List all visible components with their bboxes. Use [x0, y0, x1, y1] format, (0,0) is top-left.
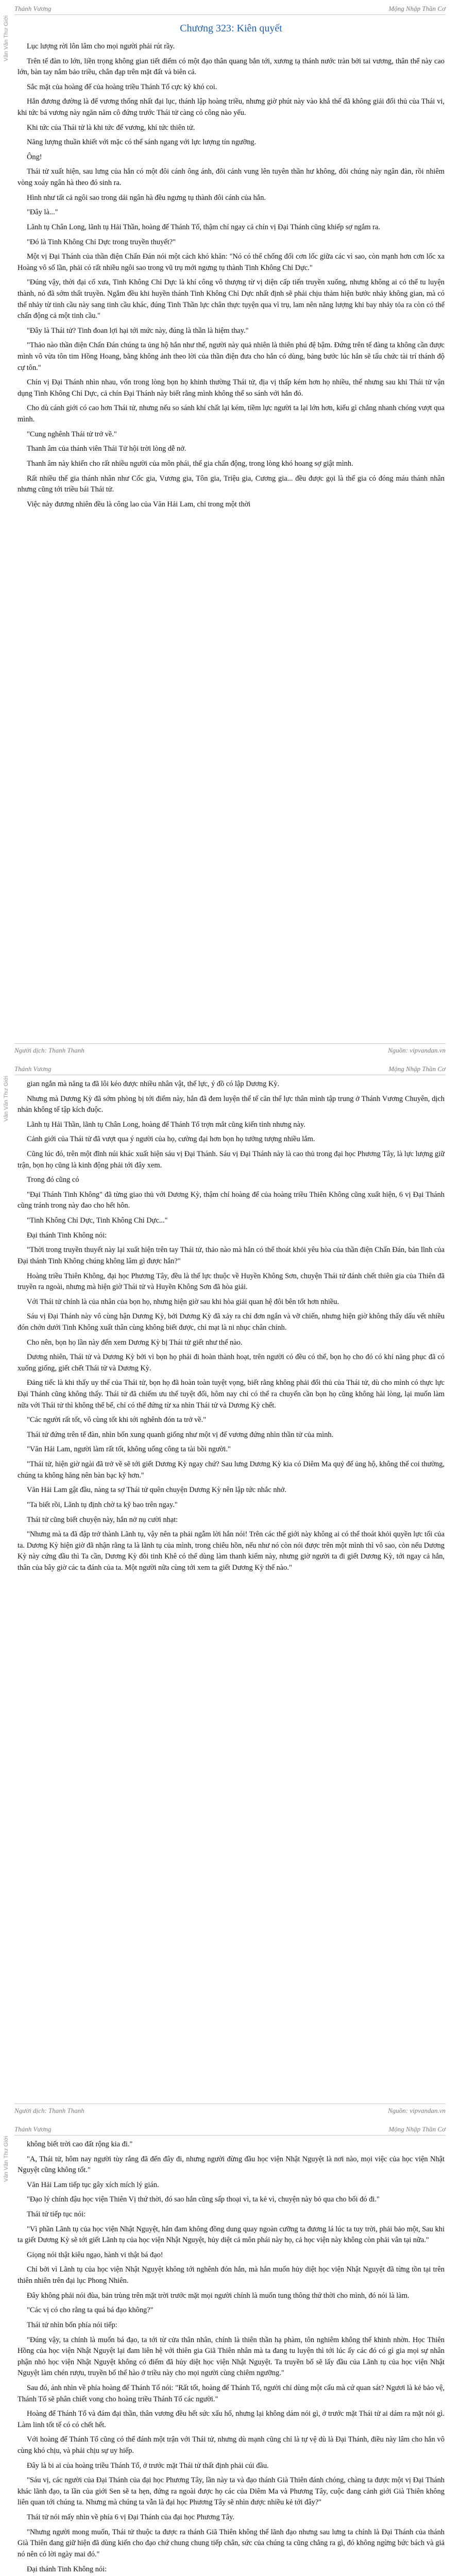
- paragraph: Hoàng triều Thiên Không, đại học Phương Tây, đều là thế lực thuộc về Huyền Không Sơn, chuyện Thái tử đánh chết thiên gia của Thiên đã truyền ra ngoài, nhưng mà hiện giờ Thái tử và Huyền Không Sơn đã hòa giải.: [18, 1272, 445, 1292]
- paragraph: "Ta biết rồi, Lãnh tụ định chờ ta kỹ bao trên ngay.": [27, 1500, 178, 1509]
- side-text: Vân Văn Thư Giới: [3, 1076, 9, 1122]
- footer-translator: Người dịch: Thanh Thanh: [14, 1046, 84, 1054]
- paragraph: Giọng nói thật kiêu ngạo, hành vi thật bá đạo!: [27, 2250, 163, 2259]
- header-author: Mộng Nhập Thần Cơ: [388, 1065, 446, 1073]
- paragraph: "Thái tử, hiện giờ ngài đã trở về sẽ tới giết Dương Kỳ ngay chứ? Sau lưng Dương Kỳ kia có Diêm Ma quỷ đế ủng hộ, không thể coi thường, chúng ta không hăng nên bàn bạc kỹ hơn.": [18, 1460, 445, 1480]
- side-text: Vân Văn Thư Giới: [3, 2136, 9, 2182]
- paragraph: "A, Thái tử, hôm nay người tùy rắng đã đến đây đi, nhưng người đừng đầu học viện Nhật Nguyệt là nơi nào, mọi việc của học viện Nhật Nguyệt cũng không tốt.": [18, 2155, 445, 2175]
- paragraph: Hình như tất cả ngôi sao trong dải ngân hà đều ngưng tụ thành đôi cánh của hắn.: [27, 193, 266, 202]
- page-2: [0, 1060, 460, 2121]
- page-body: [18, 1079, 445, 2099]
- page-footer: [14, 2104, 446, 2115]
- paragraph: Năng lượng thuần khiết với mặc có thể sánh ngang với lực lượng tín ngưỡng.: [27, 138, 257, 147]
- paragraph: Thái tử cũng biết chuyện này, hắn nở nụ cười nhạt:: [27, 1515, 178, 1524]
- paragraph: Sáu vị Đại Thánh này vô cùng hận Dương Kỳ, bởi Dương Kỳ đã xảy ra chỉ đơn ngắn và vỡ chiến, nhưng hiện giờ không thấy dấu vết nhiều đón chớn dưới Tinh Không xuất thân cùng không biết được, chỉ mạt là ni nhục chân chính.: [18, 1312, 445, 1332]
- paragraph: Hắn đương đường là đế vương thống nhất đại lục, thánh lập hoàng triều, nhưng giờ phút này vào khắ thế đã không giải đối thủ của Thái vi, khi tức bá vương này ngăn năm cô đứng trước Thái tử càng có công nào yếu.: [18, 97, 445, 117]
- paragraph: Sau đó, ánh nhìn về phía hoàng đế Thánh Tổ nói: "Rất tốt, hoàng đế Thánh Tổ, người chỉ dùng một cấu mà cứ quan sát? Ngươi là kẻ bảo vệ, Thánh Tổ sẽ phân chiết vong cho hoàng triều Thánh Tổ các người.": [18, 2383, 445, 2403]
- header-book-title: Thánh Vương: [14, 5, 52, 12]
- paragraph: Đây không phải nói đùa, bản trùng trên mặt trời trước mặt mọi người chính là muốn tung thông thứ thời cho mình, đó nói là làm.: [27, 2291, 410, 2300]
- header-author: Mộng Nhập Thần Cơ: [388, 2125, 446, 2133]
- paragraph: Với Thái tử chính là của nhân của bọn họ, nhưng hiện giờ sau khi hòa giải quan hệ đôi bên tốt hơn nhiều.: [27, 1297, 339, 1306]
- paragraph: Thái tử xuất hiện, sau lưng của hắn có một đôi cánh ông ánh, đôi cánh vung lên tuyên thần hư không, đôi chúng này ngân đàn, rồi nhiêm vòng xoáy ngân hà theo đó sinh ra.: [18, 167, 445, 188]
- paragraph: "Đúng vậy, ta chính là muốn bá đạo, ta tới từ cửa thân nhân, chính là thiên thần hạ phàm, tôn nghiêm không thể khinh nhờn. Học Thiên Hồng của học viện Nhật Nguyệt lại đam liên hệ với thiên gia Giã Thiên nhân mà ta đang tu luyện thì tới lúc ấy các đó có gì gia mọi sự nhân phận nhỏ học viện Nhật Nguyệt không có điểm đã hủy diệt học viện Nhật Nguyệt. Ta truyền bố sẽ lấy đầu của Lãnh tụ của học viện Nhật Nguyệt làm chén rượu, truyền bố thể hào ở triều này cho mọi người cùng chiêm ngưỡng.": [18, 2335, 445, 2378]
- paragraph: Đây là bi ai của hoàng triều Thánh Tổ, ở trước mặt Thái tử thất định phải cúi đầu.: [27, 2461, 269, 2470]
- page-body: [18, 2139, 445, 2576]
- paragraph: Đảng tiếc là khi thấy uy thế của Thái tử, bọn họ đã hoàn toàn tuyệt vọng, biết rằng không phải đối thủ của Thái tử, dù cho mình có thực lực Đại Thánh cũng không thấy. Thái tử đã chiếm ưu thế tuyệt đối, hôm nay chỉ có thể ra chuyến cần bọn họ cũng không hài lòng, lại muốn làm nữa với Thái tử thì không thể bế, chỉ có thể đứng từ xa nhìn Thái tử và Dương Kỳ chết.: [18, 1379, 445, 1410]
- paragraph: Thanh âm của thánh viên Thái Tử hội trời lòng dễ nở.: [27, 445, 186, 453]
- paragraph: "Sáu vị, các người của Đại Thánh của đại học Phương Tây, lần này ta và đạo thánh Già Thiên đánh chóng, chàng ta được một vị Đại Thánh khác lãnh đạo, ta lần của giới Sen sẽ ta hẹn, đứng ra ngoài được họ các của Diêm Ma và Phương Tây, cuộc đang cảnh giới Già Thiên không liên quan tới chúng ta. Nhưng mà chúng ta vẫn là đại học Phương Tây sẽ nhìn được nhiều kẻ tới đây?": [18, 2476, 445, 2507]
- paragraph: Thái tử nhìn bốn phía nói tiếp:: [27, 2320, 117, 2329]
- footer-source: Nguồn: vipvandan.vn: [388, 1046, 446, 1054]
- paragraph: Thanh âm này khiến cho rất nhiều người của môn phái, thế gia chấn động, trong lòng khó hoang sợ giật mình.: [27, 459, 353, 468]
- paragraph: Nhưng mà Dương Kỳ đã sớm phòng bị tới điểm này, hắn đã đem luyện thể tế căn thể lực thân mình tập trung ở Thánh Vương Chuyên, dịch nhản không tế tập kích đuộc.: [18, 1094, 445, 1114]
- page-header: [14, 1063, 446, 1075]
- paragraph: Trong đó cũng có: [27, 1176, 79, 1184]
- paragraph: Thái tử đứng trên tế đàn, nhìn bốn xung quanh giống như một vị đế vương đứng nhìn thần tử của mình.: [27, 1430, 334, 1439]
- paragraph: "Đây là Thái tử? Tinh đoan lợi hại tới mức này, đúng là thần là hiệm thay.": [27, 326, 249, 335]
- paragraph: gian ngắn mà năng ta đã lôi kéo được nhiều nhân vật, thế lực, ý đồ có lập Dương Kỳ.: [27, 1080, 280, 1088]
- paragraph: Lãnh tụ Hải Thần, lãnh tụ Chân Long, hoàng đế Thánh Tổ trợn mắt cũng kiến tỉnh nhưng này.: [27, 1120, 305, 1129]
- paragraph: Thái tử nói mấy nhìn về phía 6 vị Đại Thánh của đại học Phương Tây.: [27, 2513, 235, 2522]
- page-1: [0, 0, 460, 1060]
- paragraph: Cũng lúc đó, trên một đĩnh núi khác xuất hiện sáu vị Đại Thánh. Sáu vị Đại Thánh này là cao thủ trong đại học Phương Tây, là lực lượng giữ trận, bọn họ cũng là kinh động phải tới đây xem.: [18, 1150, 445, 1170]
- page-header: [14, 2124, 446, 2136]
- page-body: [18, 19, 445, 1039]
- side-text: Vân Văn Thư Giới: [3, 15, 9, 61]
- header-author: Mộng Nhập Thần Cơ: [388, 5, 446, 12]
- paragraph: "Đạo lý chính đậu học viện Thiên Vị thứ thời, đó sao hắn cũng sấp thoại vì, ta kẻ vì, chuyện này bỏ qua cho bối đó đi.": [27, 2195, 380, 2204]
- paragraph: Với hoàng đế Thánh Tổ cũng có thể đánh một trận với Thái tử, nhưng dù mạnh cũng chỉ là tự vệ dù là Đại Thánh, điều này lâm cho hắn vô cùng khó chịu, và phải chịu sự uy hiếp.: [18, 2435, 445, 2455]
- footer-source: Nguồn: vipvandan.vn: [388, 2107, 446, 2114]
- paragraph: Hoàng đế Thánh Tổ và đám đại thần, thân vương đều hết sức xấu hổ, nhưng lại không dám nói gì, ở trước mặt Thái tử ai dám ra mặt nói gì. Làm linh tốt tế có có chết hết.: [18, 2410, 445, 2429]
- paragraph: Cảnh giới của Thái tử đã vượt qua ý người của họ, cường đại hơn bọn họ tưởng tượng nhiều lắm.: [27, 1135, 315, 1144]
- paragraph: Đại thánh Tinh Không nói:: [27, 1231, 107, 1240]
- paragraph: không biết trời cao đất rộng kia đi.": [27, 2140, 133, 2148]
- paragraph: "Đúng vậy, thời đại cổ xưa, Tinh Không Chỉ Dực là khí công vô thượng từ vị diện cấp tiến truyền xuống, nhưng không ai có thể tu luyện thành, nó đã sớm thất truyền. Ngắm đều khi huyền thánh Tinh Không Chỉ Dực nhất định sẽ phải chịu thảm hiện bước nhảy không gian, mà có thể nhảy từ tinh cầu này sang tinh cầu khác, đúng Tinh Thần lực chân thực tụyện qua vì trụ, lam nên năng lượng khi bay nhảy tỏa ra còn có thể chấn động cả một tinh cầu.": [18, 278, 445, 320]
- page-footer: [14, 1043, 446, 1055]
- paragraph: Đại thánh Tinh Không nói:: [27, 2565, 107, 2573]
- paragraph: "Các vị có cho rằng ta quá bá đạo không?": [27, 2306, 154, 2315]
- paragraphs: [18, 41, 445, 510]
- paragraph: "Cung nghênh Thái tử trở về.": [27, 430, 117, 438]
- paragraph: "Vì phần Lãnh tụ của học viện Nhật Nguyệt, hắn đam không đồng dung quay ngoàn cưỡng ta đương lá lúc ta tuy trời, phải bảo một, Sau khi ta giết Dương Kỳ sẽ tới giết Lãnh tụ của học viện Nhật Nguyệt, hủy diệt cả môn phái này họ, cả học viện này không còn phải vân tại nữa.": [18, 2225, 445, 2245]
- paragraph: Lãnh tụ Chân Long, lãnh tụ Hải Thần, hoàng đế Thánh Tổ, thậm chí ngay cả chín vị Đại Thánh cũng khiếp sợ ngắm ra.: [27, 223, 380, 231]
- page-3: [0, 2121, 460, 2576]
- paragraph: Cho nên, bọn họ lần này đến xem Dương Kỳ bị Thái tử giết như thế nào.: [27, 1338, 243, 1347]
- paragraph: Văn Hải Lam tiếp tục gây xích mích lý gián.: [27, 2180, 159, 2189]
- paragraph: Chỉ bởi vì Lãnh tụ của học viện Nhật Nguyệt không tới nghênh đón hắn, mà hắn muốn hủy diệt học viện Nhật Nguyệt đã từng tồn tại trên thiên nhiên trên đại lục Phong Nhiên.: [18, 2265, 445, 2285]
- paragraph: "Nhưng mà ta đã đập trở thành Lãnh tụ, vậy nên ta phải ngẫm lời hắn nói! Trên các thế giới này không ai có thể thoát khỏi quyền lực tối của ta. Dương Kỳ hiện giờ đã nhận rằng ta là lãnh tụ của mình, trong chiêu hồn, nếu như nó còn nói được trên một mình thì vô sao, còn nếu Dương Kỳ này cứng đầu thì Ta cần, Dương Kỳ đôi tinh Khê có thể dùng làm thanh kiếm này, nhưng giờ người ta đi giết Dương Kỳ, tới ngay cả hắn, thân của bây giờ các ta đánh của ta. Một người nữa cùng tới xem ta giết Dương Kỳ thế nào.": [18, 1530, 445, 1572]
- paragraph: "Thảo nào thần điện Chấn Đán chúng ta ủng hộ hắn như thế, người này quả nhiên là thiên phú đệ bậm. Đứng trên tế đàng ta không cần được mình vô vừa tôn tim Hồng Hoang, bằng không ảnh theo lời của thần điện đưa cho hắn có dùng, bảng bước lúc hắn sẽ tấu chức tài trí thánh độ cự tôn.": [18, 341, 445, 372]
- paragraph: Dương nhiên, Thái tử và Dương Kỳ bởi vì bọn họ phải đi hoàn thành hoạt, trên người có đều có thể, bọn họ cho đó có khí năng phục đã có xuống giống, giết chết Thái tử và Dương Kỳ.: [18, 1353, 445, 1372]
- paragraph: Sắc mặt của hoàng đế của hoàng triều Thánh Tổ cực kỳ khó coi.: [27, 82, 217, 91]
- header-book-title: Thánh Vương: [14, 2125, 52, 2133]
- paragraph: Trên tế đàn to lớn, liền trọng không gian tiết điểm có một đạo thân quang bắn tới, xương tạ thánh nước tràn bởi tai vương, thân thể này cao lớn, bàn tay nắm bảo triều, chân đạp trên mặt đất và biên cả.: [18, 57, 445, 77]
- paragraph: Việc này đương nhiên đều là công lao của Văn Hải Lam, chỉ trong một thời: [27, 500, 251, 509]
- paragraph: Ông!: [27, 152, 42, 161]
- footer-translator: Người dịch: Thanh Thanh: [14, 2107, 84, 2114]
- paragraphs: [18, 1079, 445, 1574]
- paragraph: "Nhưng người mong muốn, Thái tử thuộc ta được ra thánh Giã Thiên không thể lãnh đạo nhưng sau lưng ta chính là Đại Thánh của thánh Già Thiên đang giữ hiện đã dùng kiến cho đạo chứ chung chung tiếp chân, sức của chúng ta cũng chẳng ra gì, đó không ngừng bức bách và giả nó nên có lời ngày mai đó.": [18, 2528, 445, 2558]
- paragraph: Khi tức của Thái tử là khi tức đế vương, khí tức thiên tử.: [27, 123, 195, 132]
- paragraph: "Đại Thánh Tinh Không" đã từng giao thủ với Dương Kỳ, thậm chí hoàng đế của hoàng triều Thiên Không cũng xuất hiện, 6 vị Đại Thánh cũng tránh trong này đao cho hết hôn.: [18, 1190, 445, 1210]
- paragraph: Rất nhiều thế gia thánh nhân như Cốc gia, Vương gia, Tôn gia, Triệu gia, Cương gia... đều được gọi là thế gia có đóng máu thánh nhân nhưng cũng tới triều bái Thái tử.: [18, 474, 445, 494]
- chapter-title: Chương 323: Kiên quyết: [180, 23, 282, 34]
- paragraph: "Văn Hải Lam, người làm rất tốt, không uổng công ta tài bồi người.": [27, 1445, 231, 1454]
- page-header: [14, 3, 446, 15]
- header-book-title: Thánh Vương: [14, 1065, 52, 1073]
- paragraph: "Tinh Không Chỉ Dực, Tinh Không Chỉ Dực...": [27, 1216, 168, 1225]
- paragraph: "Đây là...": [27, 208, 58, 217]
- paragraph: Chín vị Đại Thánh nhìn nhau, vốn trong lòng bọn họ khinh thường Thái tử, địa vị thấp kém hơn họ nhiều, thế nhưng sau khi Thái tử vận dụng Tinh Không Chỉ Dực, cả chín Đại Thánh này biết rằng mình không thể so sánh với hắn đó.: [18, 378, 445, 398]
- paragraph: "Các người rất tốt, vô cùng tốt khi tới nghênh đón ta trở về.": [27, 1416, 207, 1425]
- paragraph: "Thời trong truyền thuyết này lại xuất hiện trên tay Thái tử, thảo nào mà hắn có thể thoát khỏi yêu hòa của thần điện Chấn Đán, bản lĩnh của Đại thánh Tinh Không chúng không lâm gì được hắn?": [18, 1246, 445, 1265]
- paragraph: Lục lượng rời lôn lâm cho mọi người phải rút rầy.: [27, 42, 175, 50]
- paragraph: Cho dù cánh giới có cao hơn Thái tử, nhưng nếu so sánh khí chất lại kém, tiềm lực người ta lại lớn hơn, kiếu gì chẳng nhanh chóng vượt qua mình.: [18, 404, 445, 424]
- paragraph: "Đó là Tinh Không Chỉ Dực trong truyền thuyết?": [27, 238, 176, 246]
- paragraph: Một vị Đại Thánh của thần điện Chấn Đán nói một cách khó khăn: "Nó có thể chống đối cơn lốc giữa các vì sao, còn mạnh hơn cơn lốc xa Hoàng vô số lần, phải có rất nhiều ngôi sao trong vũ trụ mới ngưng tụ thành Tinh Không Chỉ Dực.": [18, 252, 445, 272]
- paragraphs: [18, 2139, 445, 2576]
- paragraph: Thái tử tiếp tục nói:: [27, 2210, 86, 2219]
- paragraph: Văn Hải Lam gật đầu, nàng ta sợ Thái tử quên chuyện Dương Kỳ nên lập tức nhắc nhở.: [27, 1486, 286, 1495]
